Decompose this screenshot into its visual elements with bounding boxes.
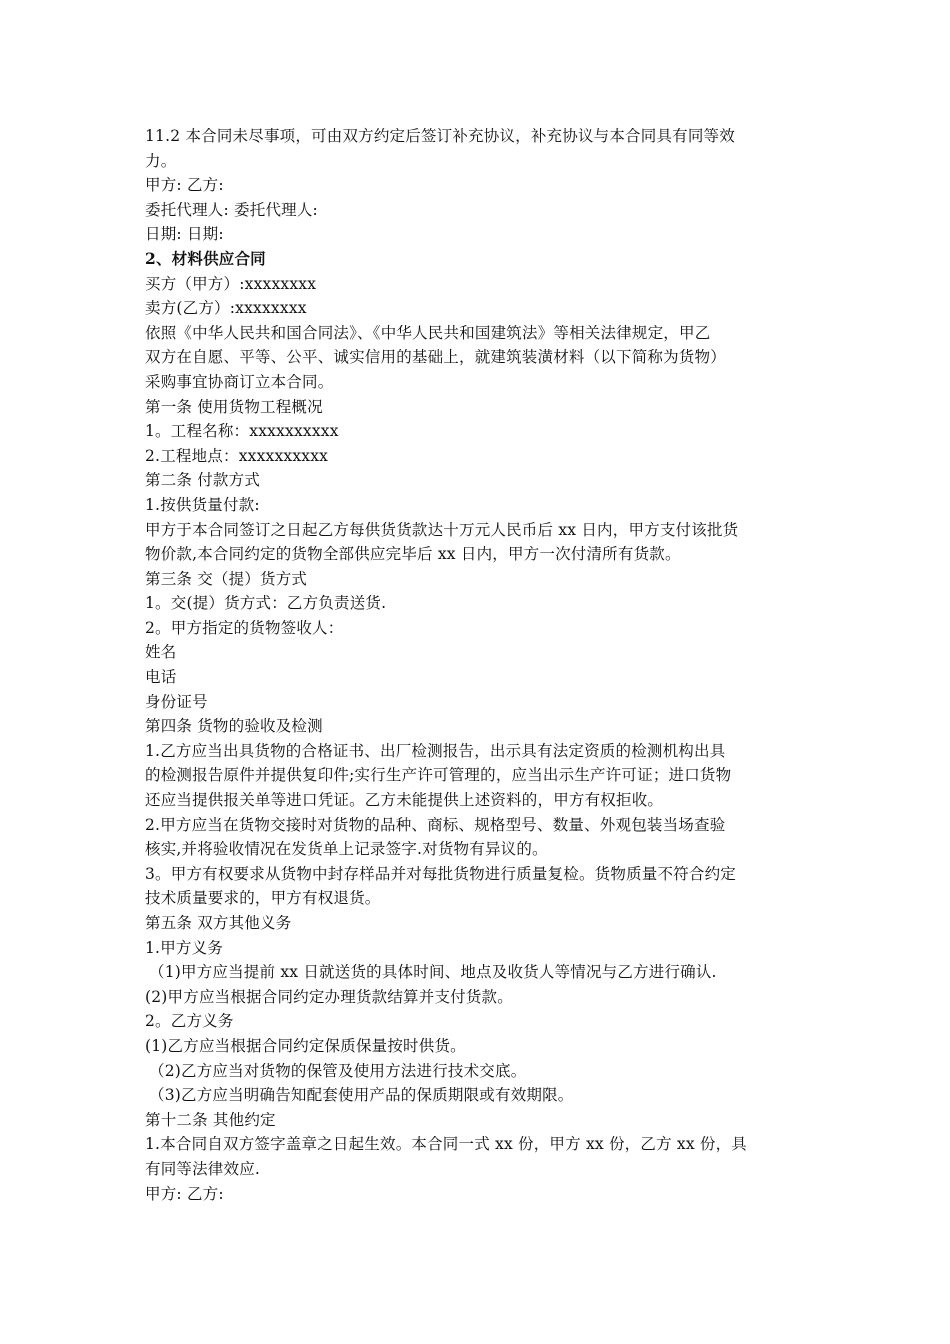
payment-text-line-2: 物价款,本合同约定的货物全部供应完毕后 xx 日内，甲方一次付清所有货款。 (145, 545, 681, 564)
delivery-item-1: 1。交(提）货方式：乙方负责送货. (145, 594, 387, 613)
party-b-obligation-3: （3)乙方应当明确告知配套使用产品的保质期限或有效期限。 (149, 1086, 574, 1105)
phone-field-label: 电话 (145, 668, 177, 687)
section-heading: 2、材料供应合同 (145, 248, 266, 268)
inspection-item-1-line-1: 1.乙方应当出具货物的合格证书、出厂检测报告，出示具有法定资质的检测机构出具 (145, 741, 726, 760)
final-signature-line: 甲方: 乙方: (145, 1184, 224, 1203)
party-signature-line: 甲方: 乙方: (145, 176, 224, 195)
article-1-heading: 第一条 使用货物工程概况 (145, 397, 323, 416)
id-number-field-label: 身份证号 (145, 692, 208, 711)
document-body (145, 124, 805, 1206)
party-a-obligation-2: (2)甲方应当根据合同约定办理货款结算并支付货款。 (145, 987, 513, 1006)
inspection-item-2-line-1: 2.甲方应当在货物交接时对货物的品种、商标、规格型号、数量、外观包装当场查验 (145, 815, 726, 834)
effectiveness-line-2: 有同等法律效应. (145, 1159, 261, 1178)
inspection-item-3-line-1: 3。甲方有权要求从货物中封存样品并对每批货物进行质量复检。货物质量不符合约定 (145, 864, 736, 883)
inspection-item-2-line-2: 核实,并将验收情况在发货单上记录签字.对货物有异议的。 (145, 840, 548, 859)
payment-text-line-1: 甲方于本合同签订之日起乙方每供货货款达十万元人民币后 xx 日内，甲方支付该批货 (145, 520, 739, 539)
name-field-label: 姓名 (145, 643, 177, 662)
party-b-obligations-heading: 2。乙方义务 (145, 1012, 234, 1031)
project-name-line: 1。工程名称：xxxxxxxxxx (145, 422, 339, 441)
delivery-item-2: 2。甲方指定的货物签收人： (145, 618, 344, 637)
agent-signature-line: 委托代理人: 委托代理人: (145, 200, 318, 219)
article-3-heading: 第三条 交（提）货方式 (145, 569, 308, 588)
preamble-line-1: 依照《中华人民共和国合同法》、《中华人民共和国建筑法》等相关法律规定，甲乙 (145, 323, 711, 342)
inspection-item-1-line-3: 还应当提供报关单等进口凭证。乙方未能提供上述资料的，甲方有权拒收。 (145, 791, 664, 810)
project-location-line: 2.工程地点：xxxxxxxxxx (145, 446, 329, 465)
preamble-line-2: 双方在自愿、平等、公平、诚实信用的基础上，就建筑装潢材料（以下简称为货物） (145, 348, 726, 367)
article-2-heading: 第二条 付款方式 (145, 471, 261, 490)
clause-11-2-line-1: 11.2 本合同未尽事项，可由双方约定后签订补充协议，补充协议与本合同具有同等效 (145, 127, 735, 145)
payment-item-1: 1.按供货量付款: (145, 495, 260, 514)
article-5-heading: 第五条 双方其他义务 (145, 914, 292, 932)
article-4-heading: 第四条 货物的验收及检测 (145, 717, 323, 736)
seller-line: 卖方(乙方）:xxxxxxxx (145, 299, 307, 318)
article-12-heading: 第十二条 其他约定 (145, 1110, 276, 1129)
party-b-obligation-2: （2)乙方应当对货物的保管及使用方法进行技术交底。 (149, 1061, 527, 1080)
date-line: 日期: 日期: (145, 225, 224, 244)
party-b-obligation-1: (1)乙方应当根据合同约定保质保量按时供货。 (145, 1036, 466, 1055)
inspection-item-1-line-2: 的检测报告原件并提供复印件;实行生产许可管理的，应当出示生产许可证；进口货物 (145, 766, 732, 785)
buyer-line: 买方（甲方）:xxxxxxxx (145, 274, 317, 293)
party-a-obligation-1: （1)甲方应当提前 xx 日就送货的具体时间、地点及收货人等情况与乙方进行确认. (149, 963, 717, 982)
inspection-item-3-line-2: 技术质量要求的，甲方有权退货。 (145, 889, 381, 908)
party-a-obligations-heading: 1.甲方义务 (145, 938, 223, 957)
effectiveness-line-1: 1.本合同自双方签字盖章之日起生效。本合同一式 xx 份，甲方 xx 份，乙方 xx 份，具 (145, 1135, 748, 1154)
preamble-line-3: 采购事宜协商订立本合同。 (145, 372, 334, 391)
clause-11-2-line-2: 力。 (145, 151, 177, 170)
